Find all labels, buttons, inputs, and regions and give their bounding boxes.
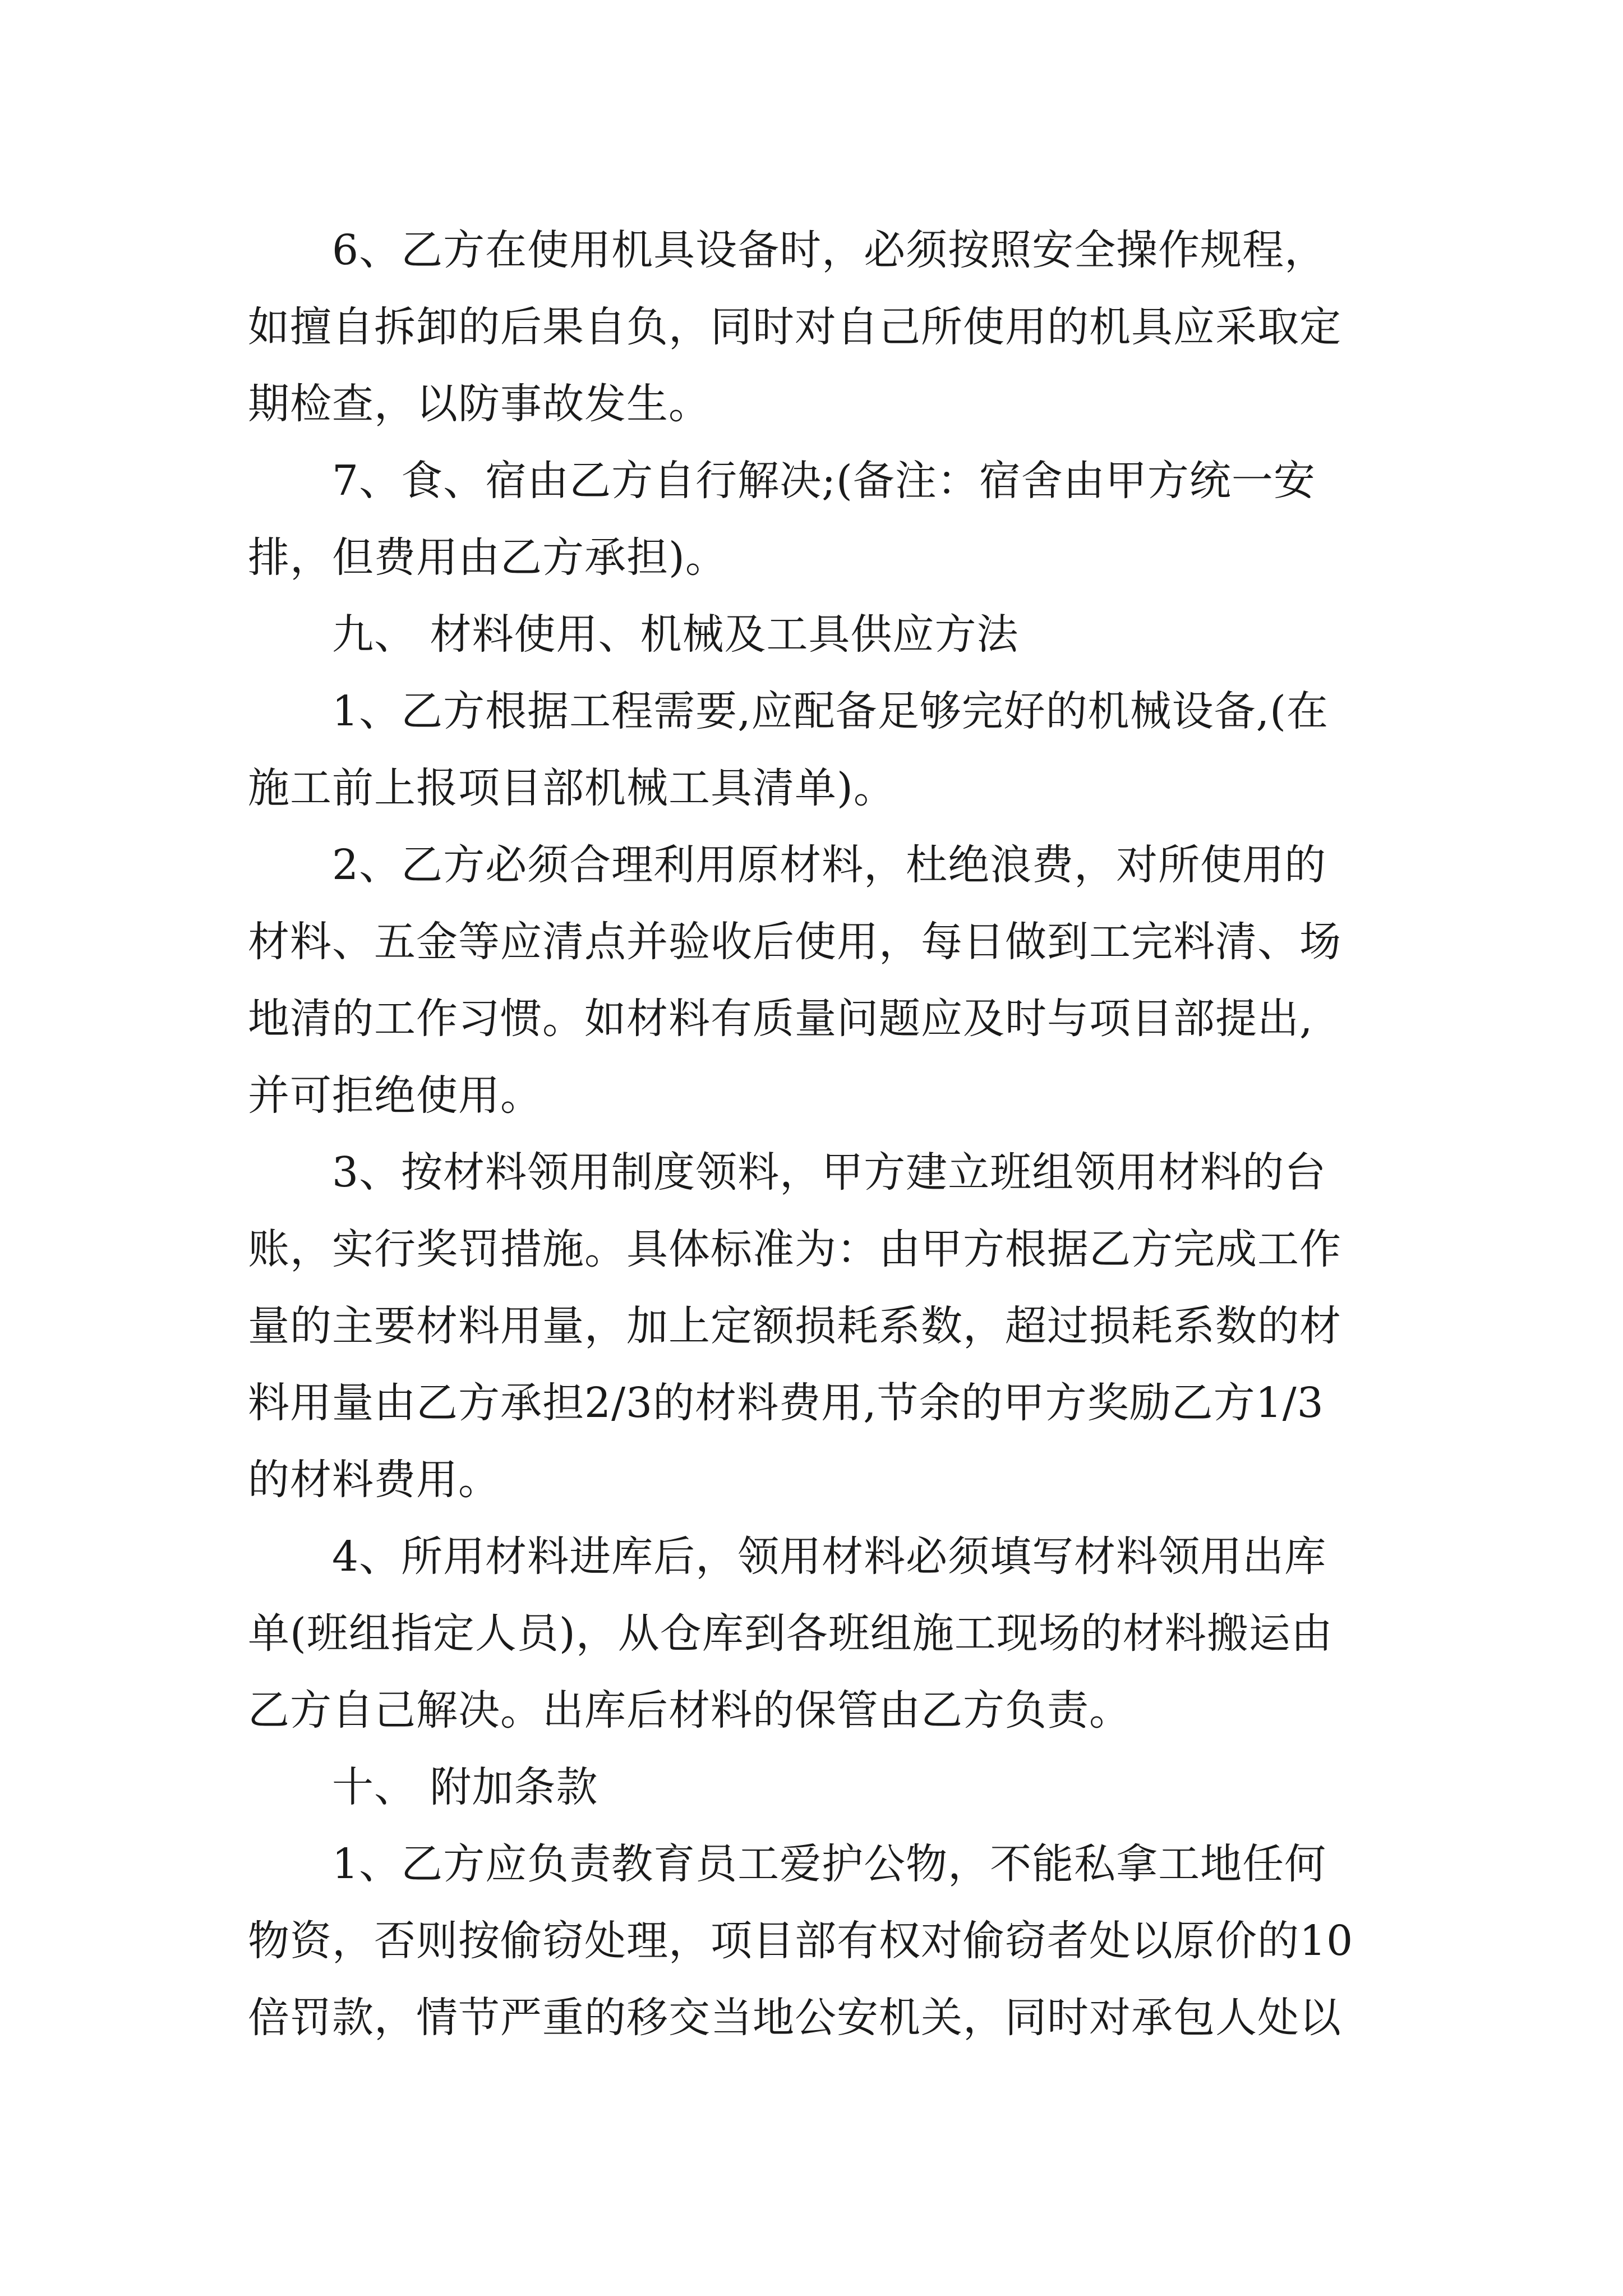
document-line: 1、乙方根据工程需要,应配备足够完好的机械设备,(在 bbox=[332, 687, 1329, 735]
document-line: 排，但费用由乙方承担)。 bbox=[248, 533, 727, 582]
document-body bbox=[248, 212, 1381, 2056]
document-line: 施工前上报项目部机械工具清单)。 bbox=[248, 764, 896, 812]
document-line: 物资，否则按偷窃处理，项目部有权对偷窃者处以原价的10 bbox=[248, 1917, 1354, 1965]
document-line: 1、乙方应负责教育员工爱护公物，不能私拿工地任何 bbox=[332, 1840, 1327, 1888]
document-line: 倍罚款，情节严重的移交当地公安机关，同时对承包人处以 bbox=[248, 1994, 1341, 2042]
document-line: 并可拒绝使用。 bbox=[248, 1071, 542, 1120]
document-line: 期检查，以防事故发生。 bbox=[248, 380, 711, 428]
document-line: 量的主要材料用量，加上定额损耗系数，超过损耗系数的材 bbox=[248, 1302, 1341, 1350]
document-line: 账，实行奖罚措施。具体标准为：由甲方根据乙方完成工作 bbox=[248, 1225, 1341, 1273]
document-line: 2、乙方必须合理利用原材料，杜绝浪费，对所使用的 bbox=[332, 841, 1327, 889]
document-line: 地清的工作习惯。如材料有质量问题应及时与项目部提出, bbox=[248, 995, 1313, 1043]
document-line: 6、乙方在使用机具设备时，必须按照安全操作规程， bbox=[332, 226, 1327, 274]
document-line: 7、食、宿由乙方自行解决;(备注：宿舍由甲方统一安 bbox=[332, 457, 1316, 505]
document-line: 4、所用材料进库后，领用材料必须填写材料领用出库 bbox=[332, 1533, 1327, 1581]
document-line: 的材料费用。 bbox=[248, 1456, 500, 1504]
section-heading: 十、 附加条款 bbox=[332, 1763, 598, 1811]
document-line: 料用量由乙方承担2/3的材料费用,节余的甲方奖励乙方1/3 bbox=[248, 1379, 1324, 1427]
document-line: 如擅自拆卸的后果自负，同时对自己所使用的机具应采取定 bbox=[248, 303, 1341, 351]
document-line: 材料、五金等应清点并验收后使用，每日做到工完料清、场 bbox=[248, 918, 1341, 966]
section-heading: 九、 材料使用、机械及工具供应方法 bbox=[332, 610, 1019, 659]
document-line: 乙方自己解决。出库后材料的保管由乙方负责。 bbox=[248, 1686, 1131, 1734]
document-line: 3、按材料领用制度领料，甲方建立班组领用材料的台 bbox=[332, 1148, 1327, 1197]
document-line: 单(班组指定人员)，从仓库到各班组施工现场的材料搬运由 bbox=[248, 1609, 1333, 1658]
